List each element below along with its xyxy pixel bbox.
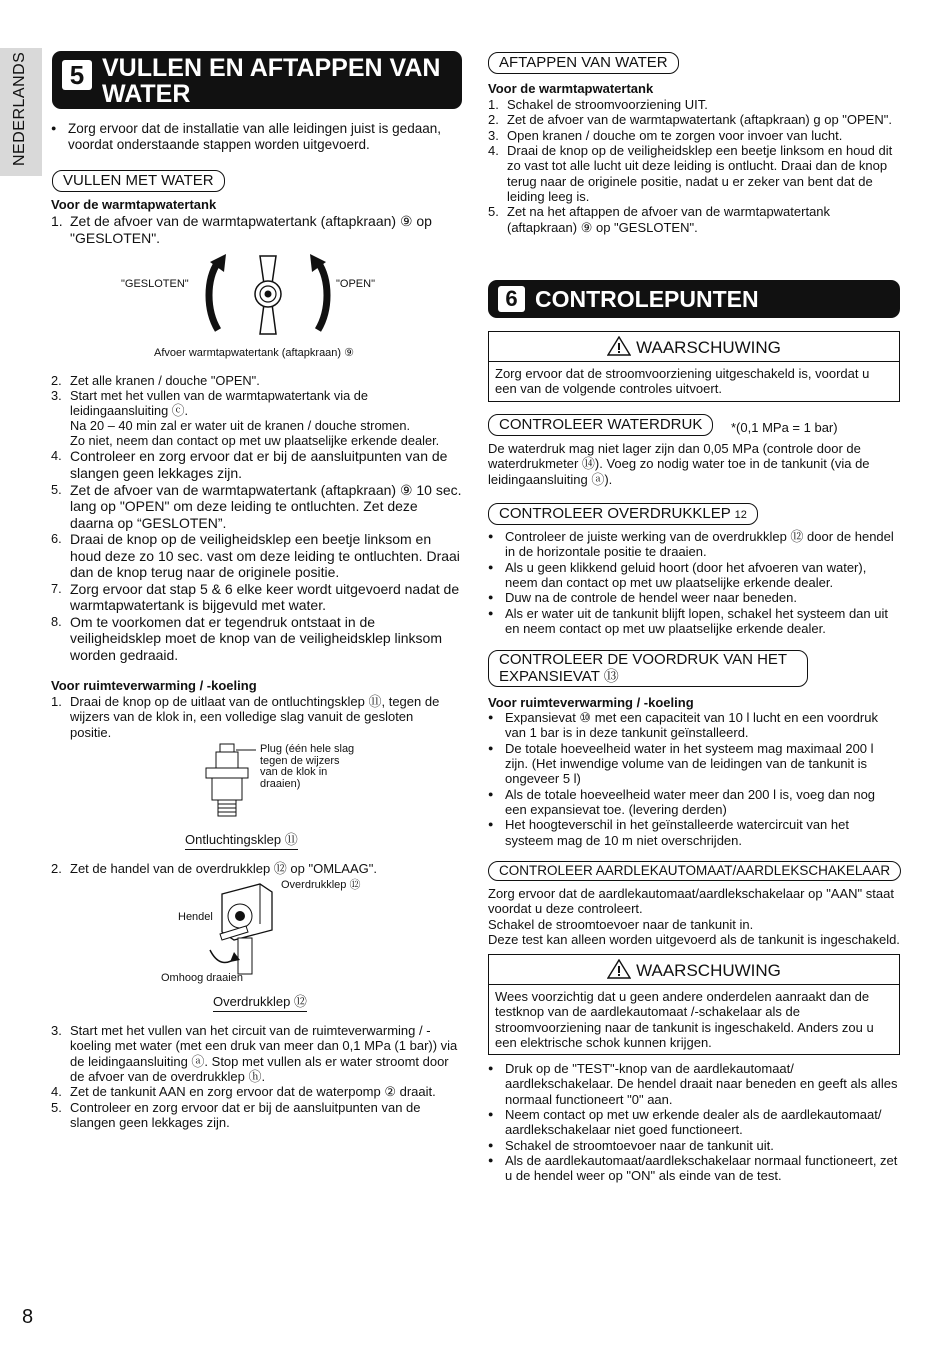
language-side-tab [0, 48, 42, 176]
air-purge-caption: Ontluchtingsklep ⑪ [185, 832, 298, 850]
sh-step-1: 1. Draai de knop op de uitlaat van de ontluchtingsklep ⑪, tegen de wijzers van de klok in, een volledige slag vanuit de gesloten positie. [51, 694, 440, 740]
overdrukklep-label: Overdrukklep ⑫ [281, 879, 361, 891]
hw-subheading: Voor de warmtapwatertank [51, 197, 217, 212]
list-item: ● Als u geen klikkend geluid hoort (door het afvoeren van water), neem dan contact op met uw plaatselijke erkende dealer. [488, 560, 898, 591]
air-purge-valve-icon [198, 742, 258, 822]
sh-step-2: 2. Zet de handel van de overdrukklep ⑫ op "OMLAAG". [51, 861, 377, 876]
warning-icon [607, 959, 631, 979]
drain-valve-caption: Afvoer warmtapwatertank (aftapkraan) ⑨ [154, 347, 354, 359]
page-number: 8 [22, 1306, 34, 1328]
list-item: ● Het hoogteverschil in het geïnstalleerde watercircuit van het systeem mag de 10 m niet overschrijden. [488, 817, 898, 848]
warning-header [489, 955, 899, 985]
rcd-heading: CONTROLEER AARDLEKAUTOMAAT/AARDLEKSCHAKELAAR [488, 861, 901, 881]
turn-up-label: Omhoog draaien [161, 972, 243, 984]
relief-valve-caption: Overdrukklep ⑫ [213, 994, 307, 1012]
sh-step: 4. Zet de tankunit AAN en zorg ervoor dat de waterpomp ② draait. [51, 1084, 436, 1100]
hw-step-1: 1. Zet de afvoer van de warmtapwatertank (aftapkraan) ⑨ op "GESLOTEN". [51, 213, 432, 246]
warning-box-2 [488, 954, 900, 1055]
list-item: ● Duw na de controle de hendel weer naar beneden. [488, 590, 898, 605]
rcd-list [488, 1061, 900, 1184]
warning-text: Zorg ervoor dat de stroomvoorziening uitgeschakeld is, voordat u een van de volgende controles uitvoert. [495, 366, 870, 397]
open-label: "OPEN" [336, 278, 375, 290]
hw-step1-list [51, 213, 451, 246]
waterpressure-text: De waterdruk mag niet lager zijn dan 0,05 MPa (controle door de waterdrukmeter ⑭). Voeg zo nodig water toe in de tankunit (via de leidingaansluiting ⓐ). [488, 441, 870, 487]
expansion-subheading: Voor ruimteverwarming / -koeling [488, 695, 694, 710]
warning-box-1 [488, 331, 900, 402]
waterpressure-heading: CONTROLEER WATERDRUK [488, 414, 713, 436]
hw-step: 6. Draai de knop op de veiligheidsklep een beetje linksom en houd deze zo 10 sec. vast om deze leiding te ontluchten. Draai dan de knop terug naar de originele positie. [51, 531, 460, 581]
relief-valve-icon [200, 880, 290, 980]
expansion-list [488, 710, 898, 848]
sh-step2-list [51, 861, 456, 876]
drain-steps-list [488, 97, 900, 235]
drain-step: 5. Zet na het aftappen de afvoer van de warmtapwatertank (aftapkraan) ⑨ op "GESLOTEN". [488, 204, 831, 235]
sh-steps-list [51, 1023, 463, 1130]
drain-subheading: Voor de warmtapwatertank [488, 81, 654, 96]
warning-text: Wees voorzichtig dat u geen andere onderdelen aanraakt dan de testknop van de aardlekautomaat /-schakelaar als de stroomvoorziening naar de tankunit is ingeschakeld. Anders zou u een elektrische schok kunnen krijgen. [495, 989, 874, 1051]
sh-subheading: Voor ruimteverwarming / -koeling [51, 678, 257, 693]
section-title: VULLEN EN AFTAPPEN VAN WATER [102, 54, 441, 108]
section-number: 5 [62, 60, 92, 90]
hw-step: 5. Zet de afvoer van de warmtapwatertank (aftapkraan) ⑨ 10 sec. lang op "OPEN" om deze leiding te ontluchten. Zet deze daarna op “GESLOTEN”. [51, 481, 462, 531]
list-item: ● Druk op de "TEST"-knop van de aardlekautomaat/ aardlekschakelaar. De hendel draait naar beneden en geeft als alles normaal functioneert "0" aan. [488, 1061, 900, 1107]
list-item: ● Als de aardlekautomaat/aardlekschakelaar normaal functioneert, zet u de hendel weer op "ON" als einde van de test. [488, 1153, 900, 1184]
section-title: CONTROLEPUNTEN [535, 286, 759, 312]
drain-valve-figure [110, 245, 410, 365]
overpressure-heading: CONTROLEER OVERDRUKKLEP 12 [488, 503, 758, 525]
overpressure-list [488, 529, 898, 636]
sh-step: 5. Controleer en zorg ervoor dat er bij de aansluitpunten van de slangen geen lekkages zijn. [51, 1099, 421, 1130]
sh-step1-list [51, 694, 456, 740]
intro-list [51, 121, 461, 153]
handle-label: Hendel [178, 911, 213, 923]
hw-step: 3. Start met het vullen van de warmtapwatertank via de leidingaansluiting ⓒ. Na 20 – 40 min zal er water uit de kranen / douche stromen. Zo niet, neem dan contact op met uw plaatselijke erkende dealer. [51, 388, 440, 449]
section-5-header [52, 51, 462, 109]
section-number: 6 [498, 286, 525, 312]
list-item: ● Als de totale hoeveelheid water meer dan 200 l is, voeg dan nog een expansievat toe. (levering derden) [488, 787, 898, 818]
list-item: ● Expansievat ⑩ met een capaciteit van 10 l lucht en een voordruk van 1 bar is in deze tankunit geïnstalleerd. [488, 710, 898, 741]
warning-header [489, 332, 899, 362]
air-purge-figure [180, 742, 400, 854]
waterpressure-note: *(0,1 MPa = 1 bar) [731, 420, 838, 435]
list-item: ● Als er water uit de tankunit blijft lopen, schakel het systeem dan uit en neem contact op met uw plaatselijke erkende dealer. [488, 606, 898, 637]
language-label: NEDERLANDS [11, 51, 28, 166]
hw-step: 4. Controleer en zorg ervoor dat er bij de aansluitpunten van de slangen geen lekkages zijn. [51, 448, 448, 481]
drain-step: 4. Draai de knop op de veiligheidsklep een beetje linksom en houd dit zo vast tot alle lucht uit deze leiding is ontlucht. Draai dan de knop terug naar de originele positie, nadat u er zeker van bent dat de leiding leeg is. [488, 142, 893, 204]
list-item: ● Controleer de juiste werking van de overdrukklep ⑫ door de hendel in de horizontale positie te draaien. [488, 529, 898, 560]
warning-icon [607, 336, 631, 356]
drain-heading: AFTAPPEN VAN WATER [488, 52, 679, 74]
list-item: ● Schakel de stroomtoevoer naar de tankunit uit. [488, 1138, 900, 1153]
drain-step: 3. Open kranen / douche om te zorgen voor invoer van lucht. [488, 127, 843, 143]
warning-title: WAARSCHUWING [636, 961, 781, 980]
expansion-heading: CONTROLEER DE VOORDRUK VAN HET EXPANSIEVAT ⑬ [488, 650, 808, 687]
drain-step: 1. Schakel de stroomvoorziening UIT. [488, 97, 708, 112]
hw-step: 7. Zorg ervoor dat stap 5 & 6 elke keer wordt uitgevoerd nadat de warmtapwatertank is bijgevuld met water. [51, 580, 460, 614]
warning-title: WAARSCHUWING [636, 338, 781, 357]
intro-item: ● Zorg ervoor dat de installatie van alle leidingen juist is gedaan, voordat onderstaande stappen worden uitgevoerd. [51, 121, 461, 153]
section-6-header [488, 280, 900, 318]
closed-label: "GESLOTEN" [121, 278, 189, 290]
relief-valve-figure [160, 878, 400, 1014]
list-item: ● De totale hoeveelheid water in het systeem mag maximaal 200 l zijn. (Het inwendige volume van de leidingen van de tankunit is ongeveer 5 l) [488, 741, 898, 787]
rcd-text: Zorg ervoor dat de aardlekautomaat/aardlekschakelaar op "AAN" staat voordat u deze controleert. Schakel de stroomtoevoer naar de tankunit in. Deze test kan alleen worden uitgevoerd als de tankunit is ingeschakeld. [488, 886, 900, 947]
fill-heading: VULLEN MET WATER [52, 170, 225, 192]
drain-step: 2. Zet de afvoer van de warmtapwatertank (aftapkraan) g op "OPEN". [488, 112, 892, 128]
list-item: ● Neem contact op met uw erkende dealer als de aardlekautomaat/ aardlekschakelaar niet goed functioneert. [488, 1107, 900, 1138]
hw-step: 8. Om te voorkomen dat er tegendruk ontstaat in de veiligheidsklep moet de knop van de veiligheidsklep linksom worden gedraaid. [51, 613, 442, 663]
sh-step: 3. Start met het vullen van het circuit van de ruimteverwarming / -koeling met water (met een druk van meer dan 0,1 MPa (1 bar)) via de leidingaansluiting ⓐ. Stop met vullen als er water stroomt door de afvoer van de overdrukklep ⓗ. [51, 1023, 458, 1084]
drain-valve-icon [198, 250, 338, 342]
hw-steps-list [51, 373, 463, 663]
hw-step: 2. Zet alle kranen / douche "OPEN". [51, 373, 260, 388]
plug-label: Plug (één hele slag tegen de wijzers van de klok in draaien) [260, 743, 355, 790]
